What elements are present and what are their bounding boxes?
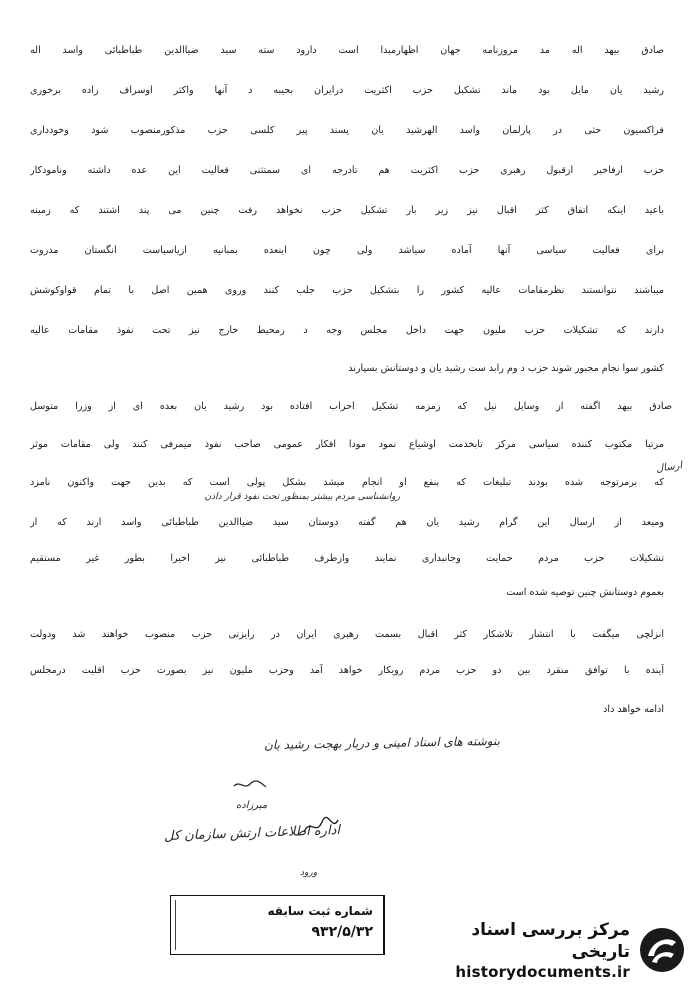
body-line: تشکیلات حزب مردم حمایت وجانبداری نمایند وازطرف طباطبائی نیز اخیرا بطور غیر مستقیم	[30, 553, 664, 564]
handwritten-note: میرزاده	[236, 800, 268, 811]
stamp-title: شماره ثبت سابقه	[267, 904, 373, 918]
margin-note: ارسال	[655, 460, 683, 475]
signature-mark	[232, 776, 268, 792]
body-line: صادق بیهد اله مد مروزنامه جهان اظهارمیدا است دارود سته سید ضیاالدین طباطبائی واسد اله	[30, 45, 664, 56]
body-line: کشور سوا نجام مجبور شوند حزب د وم رابد ست رشید یان و دوستانش بسپارند	[348, 363, 664, 374]
registration-stamp	[170, 895, 385, 955]
handwritten-note: ورود	[300, 868, 318, 878]
body-line: آینده با توافق منقرد بین دو حزب مردم رویکار خواهد آمد وحزب ملیون نیز بصورت حزب اقلیت درمجلس	[30, 665, 664, 676]
body-line: صادق بیهد اگفته از وسایل نیل که زمزمه تشکیل احزاب افتاده بود رشید یان بعده ای از وزرا متوسل	[30, 401, 672, 412]
stamp-number: ۹۳۲/۵/۳۲	[311, 924, 373, 940]
body-line: ادامه خواهد داد	[603, 704, 664, 715]
inline-handwritten-note: روانشناسی مردم بیشتر بمنظور تحت نفوذ قرار دادن	[204, 492, 400, 502]
body-line: فراکسیون حثی در پارلمان واسد الهرشید یان پسند پیر کلسی حزب مذکورمنصوب شود وخودداری	[30, 125, 664, 136]
body-line: بعموم دوستانش چنین توصیه شده است	[506, 587, 664, 598]
archive-name: مرکز بررسی اسناد تاریخی	[471, 919, 630, 962]
handwritten-note: بنوشته های اسناد امینی و دربار بهجت رشید یان	[264, 733, 501, 753]
handwritten-note: اداره اطلاعات ارتش سازمان کل	[163, 822, 341, 845]
archive-logo-icon	[638, 926, 686, 974]
body-line: که برمرتوجه شده بودند تبلیغات که بنفع او انجام میشد بشکل پولی است که بدین جهت واکنون نامزد	[30, 477, 664, 488]
body-line: حزب ارفاخیر ازقبول رهبری حزب اکثریت هم تادرجه ای سمتثنی فعالیت این عده داشته ونامودکار	[30, 165, 664, 176]
body-line: مرتبا مکتوب کننده سیاسی مرکز تابخدمت اوشیاع نمود مودا افکار عمومی صاحب نفوذ میمرفی کنند ولی مقامات موثر	[30, 439, 664, 450]
archive-watermark	[416, 919, 686, 981]
body-line: انزلچی میگفت با انتشار تلاشکار کثر اقبال بسمت رهبری ایران در رایزنی حزب منصوب خواهند شد ودولت	[30, 629, 664, 640]
body-line: برای فعالیت سیاسی آنها آماده سیاشد ولی چون اینعده بمبانیه ازیاسیاست انگستان مدروت	[30, 245, 664, 256]
body-line: باعید اینکه اتفاق کثر اقبال نیز زیر بار تشکیل حزب نخواهد رفت چنین می پند اشتند که زمینه	[30, 205, 664, 216]
body-line: رشید یان مایل بود ماند تشکیل حزب اکثریت درایران بحیبه د آنها واکثر اوسراف زاده برخوری	[30, 85, 664, 96]
body-line: دارند که تشکیلات حزب ملیون جهت داخل مجلس وجه د رمحیط خارج نیز تحت نفوذ مقامات عالیه	[30, 325, 664, 336]
scribble-mark	[300, 816, 340, 838]
archive-url: historydocuments.ir	[455, 962, 630, 981]
body-line: میباشند نتوانستند نظرمقامات عالیه کشور را بتشکیل حزب جلب کنند وروی همین اصل با تمام قواوکوشش	[30, 285, 664, 296]
body-line: ومیعد از ارسال این گرام رشید یان هم گفته دوستان سید ضیاالدین طباطبائی واسد ارند که از	[30, 517, 664, 528]
